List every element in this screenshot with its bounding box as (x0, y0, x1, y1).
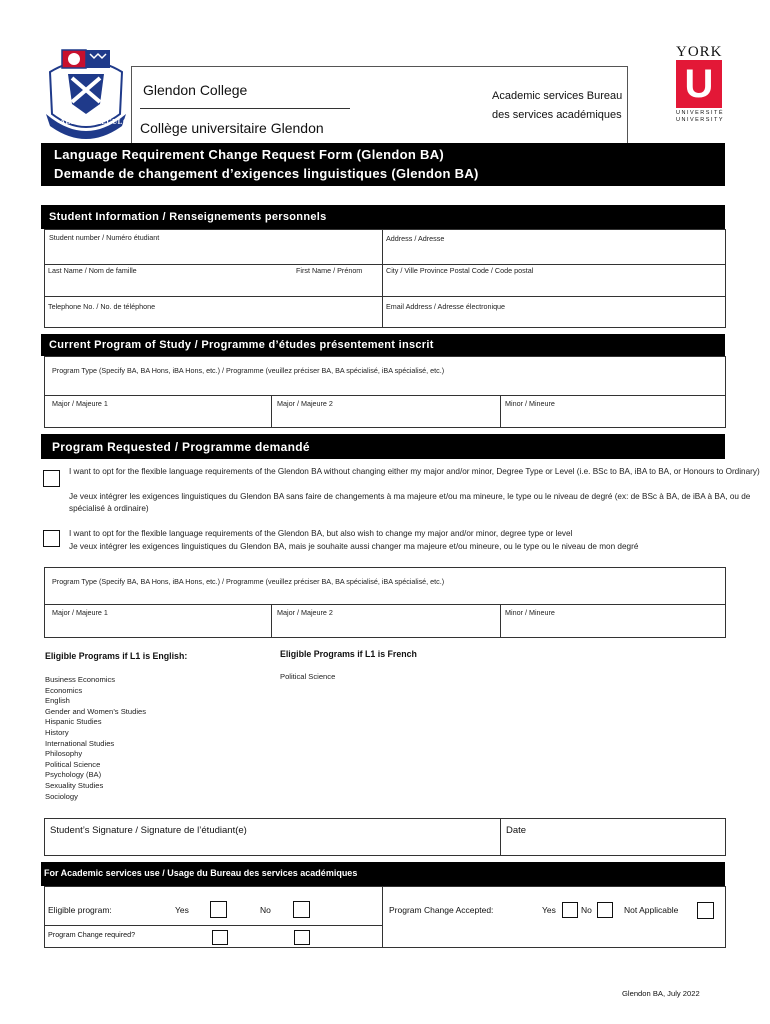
student-info-heading: Student Information / Renseignements personnels (49, 211, 327, 223)
option-2-text-en: I want to opt for the flexible language requirements of the Glendon BA, but also wish to change my major and/or minor, degree type or level (69, 529, 573, 538)
form-title-en: Language Requirement Change Request Form (Glendon BA) (54, 147, 445, 162)
form-title-fr: Demande de changement d’exigences linguistiques (Glendon BA) (54, 166, 479, 181)
footer-version: Glendon BA, July 2022 (622, 989, 700, 998)
first-name-field[interactable]: First Name / Prénom (296, 266, 363, 275)
list-item: Gender and Women’s Studies (45, 706, 147, 716)
eligible-english-heading: Eligible Programs if L1 is English: (45, 651, 188, 661)
requested-major-1-field[interactable]: Major / Majeure 1 (52, 608, 108, 617)
accepted-yes-checkbox[interactable] (562, 902, 578, 918)
program-change-required-label: Program Change required? (48, 930, 136, 939)
eligible-english-list (45, 675, 146, 802)
accepted-no-label: No (581, 905, 592, 915)
crest-icon (42, 44, 130, 144)
signature-table (44, 818, 726, 856)
option-2-checkbox[interactable] (43, 530, 60, 547)
last-name-field[interactable]: Last Name / Nom de famille (48, 266, 137, 275)
email-field[interactable]: Email Address / Adresse électronique (386, 302, 506, 311)
list-item: Philosophy (45, 749, 83, 759)
list-item: Psychology (BA) (45, 770, 102, 780)
telephone-field[interactable]: Telephone No. / No. de téléphone (48, 302, 156, 311)
list-item: International Studies (45, 738, 115, 748)
current-major-1-field[interactable]: Major / Majeure 1 (52, 399, 108, 408)
list-item: Economics (45, 685, 83, 695)
crest-motto: ALTERI SAECULO (60, 118, 129, 126)
student-info-table (44, 229, 726, 328)
header-frame-top (131, 66, 627, 67)
current-program-heading-bar (41, 334, 725, 356)
signature-col-line (500, 818, 501, 856)
current-program-col-line-1 (271, 395, 272, 428)
not-applicable-checkbox[interactable] (697, 902, 714, 919)
list-item: Hispanic Studies (45, 717, 102, 727)
program-requested-heading-bar (41, 434, 725, 459)
accepted-yes-label: Yes (542, 905, 556, 915)
eligible-french-heading: Eligible Programs if L1 is French (280, 649, 417, 659)
list-item: History (45, 727, 69, 737)
student-number-field[interactable]: Student number / Numéro étudiant (49, 233, 160, 242)
requested-minor-field[interactable]: Minor / Mineure (505, 608, 555, 617)
bureau-line-1: Academic services Bureau (492, 90, 623, 102)
bureau-line-2: des services académiques (492, 109, 622, 121)
address-field[interactable]: Address / Adresse (386, 234, 445, 243)
header-frame-right (627, 66, 628, 146)
student-info-heading-bar (41, 205, 725, 229)
student-info-row-line-2 (44, 296, 726, 297)
york-univ-fr: UNIVERSITÉ (676, 110, 725, 116)
header-frame-left (131, 66, 132, 146)
office-use-heading-bar (41, 862, 725, 886)
list-item: Sexuality Studies (45, 780, 104, 790)
requested-program-type-field[interactable]: Program Type (Specify BA, BA Hons, iBA Hons, etc.) / Programme (veuillez préciser BA, BA spécialisé, iBA spécialisé, etc.) (52, 577, 445, 586)
list-item: Business Economics (45, 675, 116, 684)
requested-program-row-line (44, 604, 726, 605)
york-logo (674, 44, 730, 134)
current-major-2-field[interactable]: Major / Majeure 2 (277, 399, 333, 408)
city-postal-field[interactable]: City / Ville Province Postal Code / Code postal (386, 266, 534, 275)
program-requested-heading: Program Requested / Programme demandé (52, 440, 310, 454)
form-title-bar (41, 143, 725, 186)
eligible-program-label: Eligible program: (48, 905, 112, 915)
student-signature-field[interactable]: Student’s Signature / Signature de l’étudiant(e) (50, 825, 247, 836)
accepted-no-checkbox[interactable] (597, 902, 613, 918)
office-use-heading: For Academic services use / Usage du Bureau des services académiques (44, 868, 358, 878)
office-use-col-line (382, 886, 383, 948)
office-use-table (44, 886, 726, 948)
requested-program-col-line-2 (500, 604, 501, 638)
option-2-text-fr: Je veux intégrer les exigences linguistiques du Glendon BA, mais je souhaite aussi changer ma majeure et/ou mineure, ou le type ou le niveau de mon degré (69, 542, 639, 551)
option-1-checkbox[interactable] (43, 470, 60, 487)
required-yes-checkbox[interactable] (212, 930, 228, 945)
requested-major-2-field[interactable]: Major / Majeure 2 (277, 608, 333, 617)
required-no-checkbox[interactable] (294, 930, 310, 945)
option-1-text-en: I want to opt for the flexible language requirements of the Glendon BA without changing either my major and/or minor, Degree Type or Level (i.e. BSc to BA, iBA to BA, or Honours to Ordinary) (69, 467, 760, 476)
not-applicable-label: Not Applicable (624, 905, 679, 915)
program-change-accepted-label: Program Change Accepted: (389, 905, 494, 915)
current-program-heading: Current Program of Study / Programme d’études présentement inscrit (49, 339, 434, 351)
office-use-row-line (44, 925, 382, 926)
list-item: Sociology (45, 791, 78, 801)
date-field[interactable]: Date (506, 825, 527, 836)
option-1-text-fr: Je veux intégrer les exigences linguistiques du Glendon BA sans faire de changements à ma majeure et/ou ma mineure, le type ou le niveau de degré (ex: de BSc à BA, de iBA à BA, ou de spécialisé à ordinaire) (69, 492, 751, 513)
student-info-col-line (382, 229, 383, 328)
college-divider (140, 108, 350, 109)
eligible-no-checkbox[interactable] (293, 901, 310, 918)
current-program-col-line-2 (500, 395, 501, 428)
eligible-no-label: No (260, 905, 271, 915)
york-red-block (676, 60, 722, 108)
current-program-row-line (44, 395, 726, 396)
list-item: English (45, 696, 70, 706)
york-word: YORK (676, 44, 723, 60)
current-minor-field[interactable]: Minor / Mineure (505, 399, 555, 408)
student-info-row-line-1 (44, 264, 726, 265)
college-name-fr: Collège universitaire Glendon (140, 120, 324, 136)
york-univ-en: UNIVERSITY (676, 117, 725, 123)
list-item: Political Science (280, 672, 336, 681)
college-name-en: Glendon College (143, 82, 248, 98)
requested-program-col-line-1 (271, 604, 272, 638)
eligible-french-list (280, 672, 335, 683)
eligible-yes-label: Yes (175, 905, 189, 915)
current-program-type-field[interactable]: Program Type (Specify BA, BA Hons, iBA Hons, etc.) / Programme (veuillez préciser BA, BA spécialisé, iBA spécialisé, etc.) (52, 366, 445, 375)
york-u-letter: U (684, 62, 714, 106)
glendon-crest (42, 44, 130, 144)
eligible-yes-checkbox[interactable] (210, 901, 227, 918)
list-item: Political Science (45, 759, 101, 769)
